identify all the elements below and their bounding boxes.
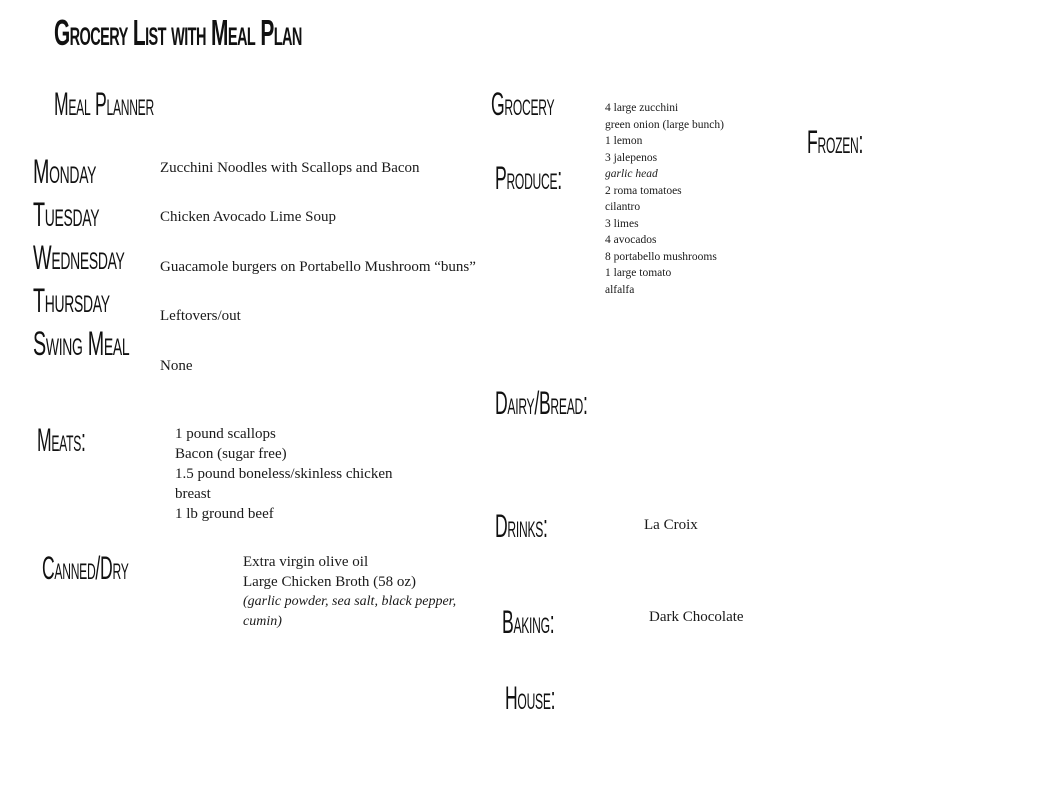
list-item: 1 pound scallops [175, 426, 276, 442]
canned-dry-heading: Canned/Dry [42, 550, 129, 586]
dairy-bread-heading: Dairy/Bread: [495, 385, 588, 421]
house-heading: House: [505, 680, 556, 716]
list-item: cumin) [243, 614, 282, 629]
list-item: Bacon (sugar free) [175, 446, 287, 462]
list-item: green onion (large bunch) [605, 118, 724, 131]
list-item: La Croix [644, 517, 698, 533]
day-label-tuesday: Tuesday [33, 196, 100, 234]
list-item: (garlic powder, sea salt, black pepper, [243, 594, 457, 609]
meal-thursday: Leftovers/out [160, 308, 241, 324]
list-item: 4 avocados [605, 234, 657, 246]
list-item: 3 jalepenos [605, 151, 658, 164]
list-item: cilantro [605, 201, 641, 213]
list-item: 4 large zucchini [605, 102, 679, 114]
produce-list [605, 100, 724, 298]
list-item: 3 limes [605, 217, 639, 230]
list-item: 1 large tomato [605, 267, 672, 279]
list-item: Extra virgin olive oil [243, 554, 369, 570]
meal-monday: Zucchini Noodles with Scallops and Bacon [160, 160, 420, 176]
list-item: Dark Chocolate [649, 609, 744, 625]
meal-wednesday: Guacamole burgers on Portabello Mushroom “buns” [160, 259, 476, 275]
list-item: 2 roma tomatoes [605, 184, 682, 197]
drinks-heading: Drinks: [495, 508, 548, 544]
day-label-swing-meal: Swing Meal [33, 325, 130, 363]
day-label-wednesday: Wednesday [33, 239, 125, 277]
meal-planner-heading: Meal Planner [54, 86, 154, 122]
list-item: garlic head [605, 168, 658, 180]
page-title: Grocery List with Meal Plan [54, 12, 302, 53]
list-item: Large Chicken Broth (58 oz) [243, 574, 417, 590]
list-item: 1.5 pound boneless/skinless chicken [175, 466, 393, 482]
meats-heading: Meats: [37, 422, 86, 458]
meal-swing: None [160, 358, 193, 374]
list-item: alfalfa [605, 283, 635, 296]
list-item: breast [175, 486, 211, 502]
meal-tuesday: Chicken Avocado Lime Soup [160, 209, 336, 225]
list-item: 1 lemon [605, 135, 643, 147]
produce-heading: Produce: [495, 160, 562, 196]
canned-dry-list [243, 552, 456, 632]
baking-heading: Baking: [502, 604, 555, 640]
frozen-heading: Frozen: [807, 124, 864, 160]
day-label-thursday: Thursday [33, 282, 110, 320]
list-item: 8 portabello mushrooms [605, 250, 717, 263]
day-label-monday: Monday [33, 153, 97, 191]
meats-list [175, 424, 392, 524]
grocery-heading: Grocery [491, 86, 555, 122]
list-item: 1 lb ground beef [175, 506, 274, 522]
